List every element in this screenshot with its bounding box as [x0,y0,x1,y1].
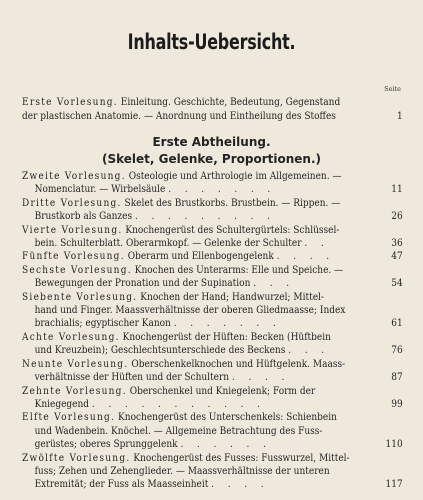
lecture-label: Vierte Vorlesung. [22,224,123,236]
lecture-label: Neunte Vorlesung. [22,358,129,370]
entry-text: Knochen der Hand; Handwurzel; Mittel- [140,291,324,303]
entry-line [22,438,383,451]
entry-text: Oberschenkel und Kniegelenk; Form der [129,385,316,397]
entry-text: Einleitung. Geschichte, Bedeutung, Gegenstand [120,97,341,108]
entry-text: bein. Schulterblatt. Oberarmkopf. — Gelenke der Schulter [34,238,302,250]
entry-text: der plastischen Anatomie. — Anordnung und Eintheilung des Stoffes [22,111,336,122]
entry-text: Knochengerüst des Fusses: Fusswurzel, Mittel- [133,452,350,464]
lecture-label: Sechste Vorlesung. [22,264,132,276]
leader-dots: . . . . [231,372,290,384]
entry-line [22,371,383,384]
entry-line [22,425,383,438]
toc-entry [22,385,403,412]
entry-text: und Kreuzbein); Geschlechtsunterschiede des Beckens [34,345,286,357]
page-number: 99 [391,398,403,410]
toc-list [22,170,403,492]
entry-text: Knochengerüst der Hüften: Becken (Hüftbein [122,331,331,343]
entry-line [22,452,383,465]
entry-line [22,277,383,290]
entry-text: Knochengerüst des Unterschenkels: Schienbein [118,412,337,424]
lecture-label: Zweite Vorlesung. [22,171,126,182]
leader-dots: . . . [253,278,295,290]
page-number: 1 [396,111,403,122]
intro-entry [22,96,403,124]
leader-dots: . . . . [276,251,335,263]
entry-text: Bewegungen der Pronation und der Supination [34,278,251,290]
entry-line [22,183,383,196]
intro-line-1 [22,96,385,110]
toc-entry [22,411,403,451]
page-number: 61 [391,318,403,330]
entry-line [22,304,383,317]
entry-text: Extremität; der Fuss als Maasseinheit [34,479,209,491]
entry-line [22,344,383,357]
entry-text: hand und Finger. Maassverhältnisse der oberen Gliedmaasse; Index [34,305,346,317]
entry-line [22,465,383,478]
lecture-label: Dritte Vorlesung. [22,197,122,209]
lecture-label: Erste Vorlesung. [22,97,118,108]
toc-entry [22,291,403,331]
toc-entry [22,358,403,385]
entry-text: brachialis; egyptischer Kanon [34,318,171,330]
entry-text: verhältnisse der Hüften und der Schultern [34,372,230,384]
page-number: 36 [391,238,403,250]
leader-dots: . . . [288,345,330,357]
leader-dots: . . . . . . . . . . . [91,398,266,410]
entry-text: gerüstes; oberes Sprunggelenk [34,439,178,451]
lecture-label: Zehnte Vorlesung. [22,385,127,397]
entry-line [22,224,383,237]
section-subheading: (Skelet, Gelenke, Proportionen.) [101,152,322,166]
leader-dots: . . . . . . . [168,184,276,196]
leader-dots: . . . . . . . [173,318,282,330]
page-number: 54 [391,278,403,290]
entry-line [22,237,383,250]
page-number: 11 [391,184,403,196]
entry-text: und Wadenbein. Knöchel. — Allgemeine Betrachtung des Fuss- [34,425,323,437]
lecture-label: Zwölfte Vorlesung. [22,452,131,464]
page-number: 47 [391,251,403,263]
entry-text: fuss; Zehen und Zehenglieder. — Maassverhältnisse der unteren [34,465,330,477]
toc-entry [22,264,403,291]
leader-dots: . . . . . . . . . [134,211,276,223]
entry-text: Osteologie und Arthrologie im Allgemeinen. — [128,171,342,182]
toc-entry [22,197,403,224]
entry-line [22,197,383,210]
entry-text: Knochengerüst des Schultergürtels: Schlüssel- [125,224,340,236]
toc-entry [22,170,403,197]
entry-text: Skelet des Brustkorbs. Brustbein. — Rippen. — [124,197,341,209]
lecture-label: Achte Vorlesung. [22,331,120,343]
entry-line [22,385,383,398]
entry-line [22,291,383,304]
entry-line [22,170,383,183]
intro-line-2 [22,110,385,124]
leader-dots: . . . . . . [180,439,272,451]
entry-text: Oberschenkelknochen und Hüftgelenk. Maass- [131,358,346,370]
toc-entry [22,331,403,358]
entry-line [22,331,383,344]
entry-text: Nomenclatur. — Wirbelsäule [34,184,166,196]
entry-text: Oberarm und Ellenbogengelenk [127,251,274,263]
entry-line [22,264,383,277]
page-number: 110 [385,439,403,451]
entry-line [22,210,383,223]
lecture-label: Elfte Vorlesung. [22,412,116,424]
leader-dots: . . . . [211,479,270,491]
leader-dots: . . [304,238,330,250]
page-title: Inhalts-Uebersicht. [127,30,296,54]
toc-entry [22,452,403,492]
toc-entry [22,250,403,263]
entry-text: Brustkorb als Ganzes [34,211,133,223]
entry-text: Kniegegend [34,398,90,410]
entry-line [22,250,383,263]
entry-line [22,317,383,330]
page-number: 117 [385,479,403,491]
page-number: 76 [391,345,403,357]
lecture-label: Fünfte Vorlesung. [22,251,125,263]
entry-line [22,398,383,411]
toc-entry [22,224,403,251]
entry-line [22,411,383,424]
page-number: 26 [391,211,403,223]
section-heading: Erste Abtheilung. [152,135,271,149]
entry-line [22,478,383,491]
entry-line [22,358,383,371]
lecture-label: Siebente Vorlesung. [22,291,138,303]
page-number: 87 [391,372,403,384]
page-column-label: Seite [384,85,401,93]
entry-text: Knochen des Unterarms: Elle und Speiche. — [134,264,344,276]
